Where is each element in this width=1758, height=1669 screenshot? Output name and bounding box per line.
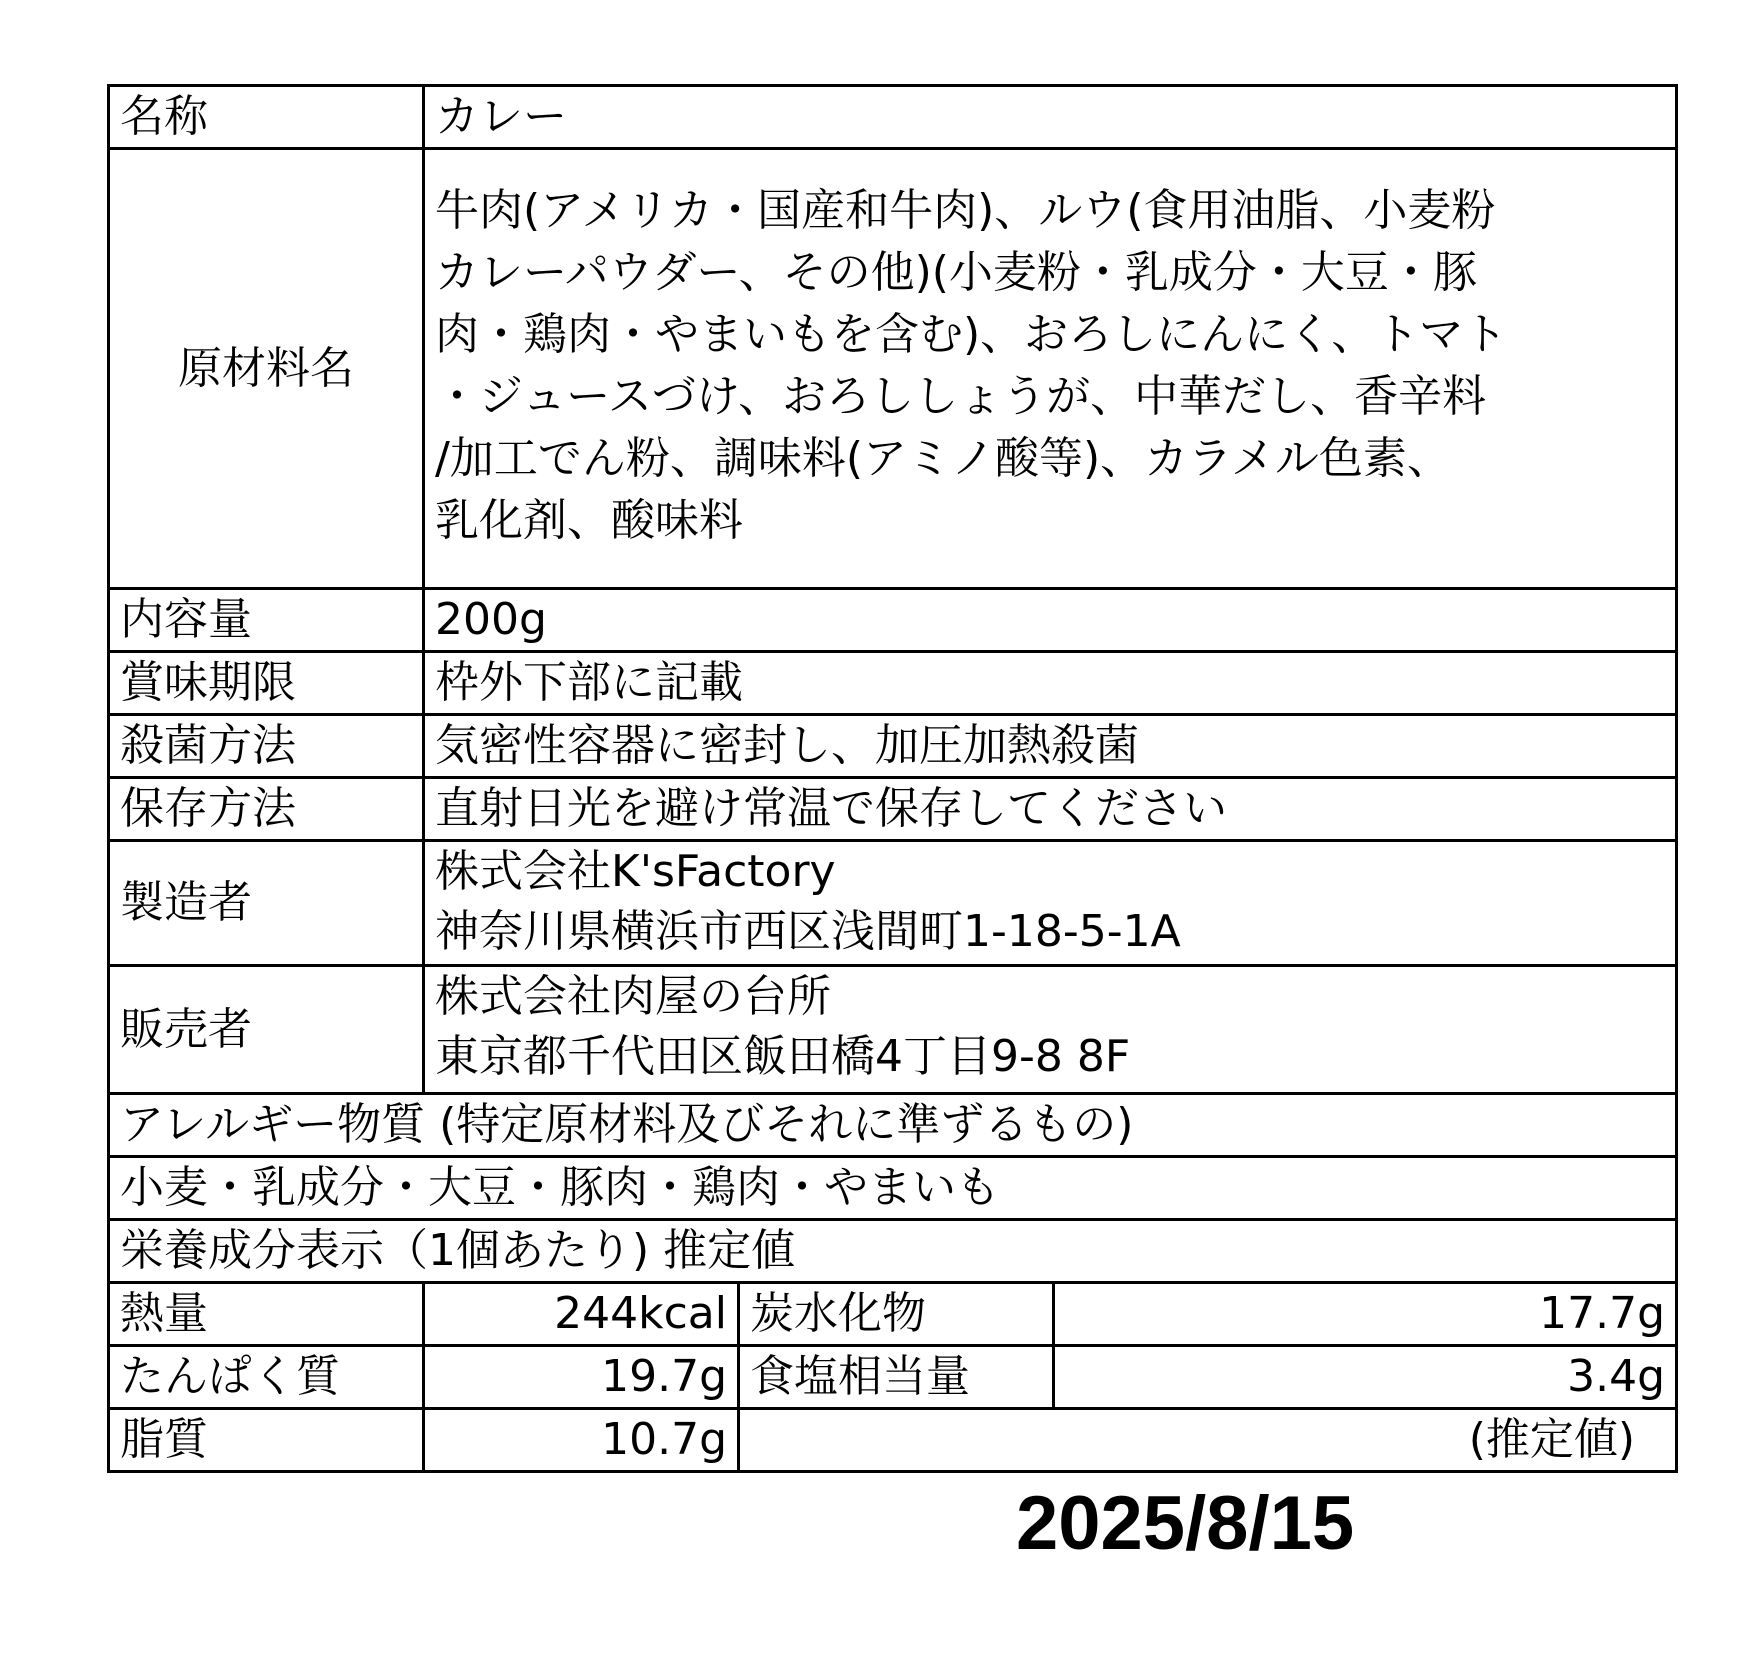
manufacturer-value — [424, 841, 1677, 966]
carbs-label: 炭水化物 — [739, 1283, 1054, 1346]
row-seller — [109, 966, 1677, 1094]
row-nutrition-1 — [109, 1283, 1677, 1346]
row-storage — [109, 778, 1677, 841]
manufacturer-company: 株式会社K'sFactory — [435, 846, 836, 897]
fat-label: 脂質 — [109, 1409, 424, 1472]
manufacturer-address: 神奈川県横浜市西区浅間町1-18-5-1A — [435, 906, 1181, 957]
ingredients-line: 肉・鶏肉・やまいもを含む)、おろしにんにく、トマト — [435, 309, 1508, 360]
manufacturer-label: 製造者 — [109, 841, 424, 966]
nutrition-note: (推定値) — [739, 1409, 1677, 1472]
row-content — [109, 589, 1677, 652]
food-label-table — [107, 84, 1678, 1473]
energy-label: 熱量 — [109, 1283, 424, 1346]
row-nutrition-header — [109, 1220, 1677, 1283]
allergy-value: 小麦・乳成分・大豆・豚肉・鶏肉・やまいも — [109, 1157, 1677, 1220]
ingredients-line: カレーパウダー、その他)(小麦粉・乳成分・大豆・豚 — [435, 247, 1477, 298]
ingredients-line: ・ジュースづけ、おろししょうが、中華だし、香辛料 — [435, 371, 1487, 422]
row-name — [109, 86, 1677, 149]
ingredients-line: 牛肉(アメリカ・国産和牛肉)、ルウ(食用油脂、小麦粉 — [435, 185, 1496, 236]
row-manufacturer — [109, 841, 1677, 966]
carbs-value: 17.7g — [1054, 1283, 1677, 1346]
sterilization-value: 気密性容器に密封し、加圧加熱殺菌 — [424, 715, 1677, 778]
seller-address: 東京都千代田区飯田橋4丁目9-8 8F — [435, 1031, 1131, 1082]
nutrition-header: 栄養成分表示（1個あたり) 推定値 — [109, 1220, 1677, 1283]
seller-value — [424, 966, 1677, 1094]
protein-value: 19.7g — [424, 1346, 739, 1409]
salt-value: 3.4g — [1054, 1346, 1677, 1409]
storage-value: 直射日光を避け常温で保存してください — [424, 778, 1677, 841]
ingredients-line: 乳化剤、酸味料 — [435, 495, 743, 546]
best-before-date: 2025/8/15 — [1016, 1481, 1355, 1566]
name-value: カレー — [424, 86, 1677, 149]
protein-label: たんぱく質 — [109, 1346, 424, 1409]
ingredients-line: /加工でん粉、調味料(アミノ酸等)、カラメル色素、 — [435, 433, 1451, 484]
row-best-before — [109, 652, 1677, 715]
fat-value: 10.7g — [424, 1409, 739, 1472]
ingredients-value — [424, 149, 1677, 589]
row-allergy-value — [109, 1157, 1677, 1220]
best-before-value: 枠外下部に記載 — [424, 652, 1677, 715]
content-value: 200g — [424, 589, 1677, 652]
row-nutrition-2 — [109, 1346, 1677, 1409]
energy-value: 244kcal — [424, 1283, 739, 1346]
content-label: 内容量 — [109, 589, 424, 652]
storage-label: 保存方法 — [109, 778, 424, 841]
name-label: 名称 — [109, 86, 424, 149]
best-before-label: 賞味期限 — [109, 652, 424, 715]
salt-label: 食塩相当量 — [739, 1346, 1054, 1409]
ingredients-label: 原材料名 — [109, 149, 424, 589]
allergy-header: アレルギー物質 (特定原材料及びそれに準ずるもの) — [109, 1094, 1677, 1157]
seller-company: 株式会社肉屋の台所 — [435, 971, 831, 1022]
sterilization-label: 殺菌方法 — [109, 715, 424, 778]
row-nutrition-3 — [109, 1409, 1677, 1472]
row-allergy-header — [109, 1094, 1677, 1157]
seller-label: 販売者 — [109, 966, 424, 1094]
row-ingredients — [109, 149, 1677, 589]
row-sterilization — [109, 715, 1677, 778]
